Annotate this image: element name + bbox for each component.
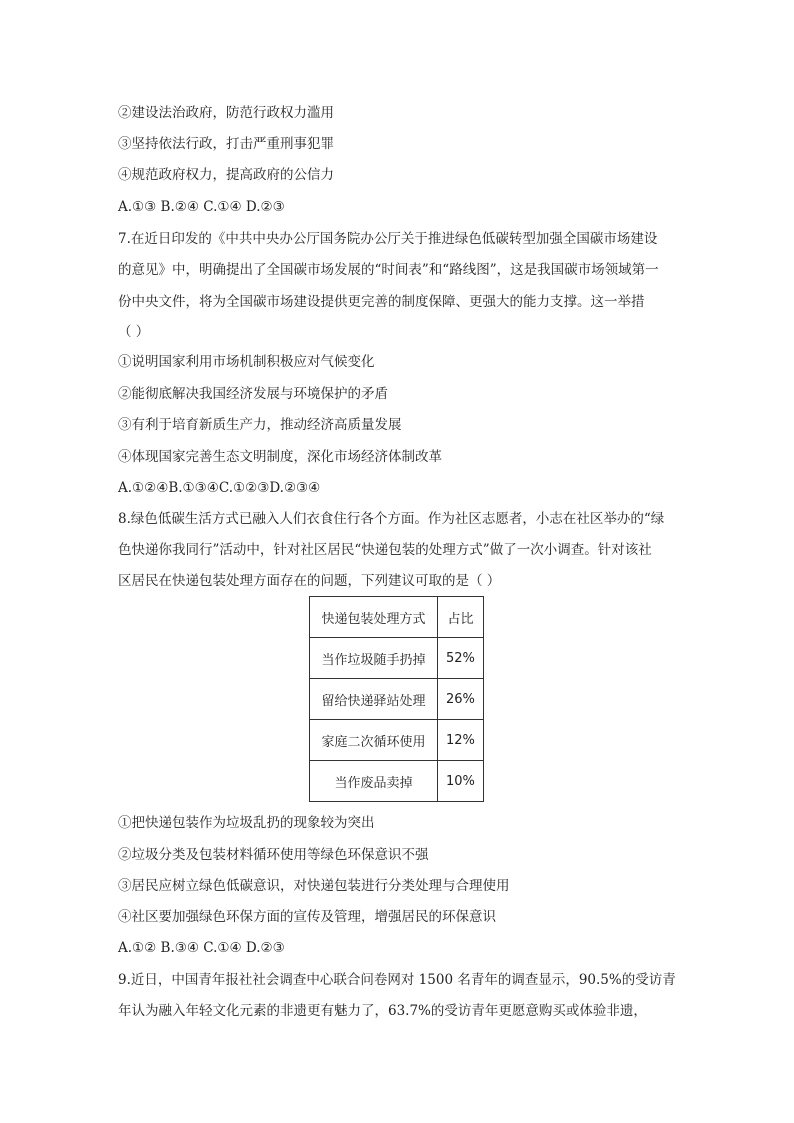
table-cell-share: 12% [438, 720, 484, 761]
table-row [310, 761, 484, 802]
q9-stem-line-2: 年认为融入年轻文化元素的非遗更有魅力了，63.7%的受访青年更愿意购买或体验非遗， [118, 1003, 647, 1019]
q7-option-1: ①说明国家利用市场机制积极应对气候变化 [118, 354, 375, 370]
q8-answer-choices: A.①② B.③④ C.①④ D.②③ [118, 940, 285, 956]
q7-stem-line-2: 的意见》中，明确提出了全国碳市场发展的“时间表”和“路线图”，这是我国碳市场领域第一 [118, 262, 659, 278]
table-cell-method: 当作废品卖掉 [310, 761, 438, 802]
table-row [310, 638, 484, 679]
q7-answer-choices: A.①②④B.①③④C.①②③D.②③④ [118, 480, 321, 496]
survey-table [309, 596, 484, 802]
table-header-share: 占比 [438, 597, 484, 638]
q8-option-3: ③居民应树立绿色低碳意识，对快递包装进行分类处理与合理使用 [118, 878, 510, 894]
q7-stem-line-3: 份中央文件，将为全国碳市场建设提供更完善的制度保障、更强大的能力支撑。这一举措 [118, 294, 645, 310]
table-header-method: 快递包装处理方式 [310, 597, 438, 638]
q8-option-2: ②垃圾分类及包装材料循环使用等绿色环保意识不强 [118, 847, 429, 863]
q8-option-4: ④社区要加强绿色环保方面的宣传及管理，增强居民的环保意识 [118, 909, 496, 925]
table-row [310, 720, 484, 761]
q6-option-4: ④规范政府权力，提高政府的公信力 [118, 167, 334, 183]
q9-stem-line-1: 9.近日，中国青年报社社会调查中心联合问卷网对 1500 名青年的调查显示，90.5%的受访青 [118, 972, 676, 988]
q6-answer-choices: A.①③ B.②④ C.①④ D.②③ [118, 199, 285, 215]
table-cell-method: 留给快递驿站处理 [310, 679, 438, 720]
q6-option-3: ③坚持依法行政，打击严重刑事犯罪 [118, 136, 334, 152]
table-cell-share: 26% [438, 679, 484, 720]
q7-answer-blank: （ ） [118, 324, 150, 340]
q8-option-1: ①把快递包装作为垃圾乱扔的现象较为突出 [118, 815, 375, 831]
q7-option-2: ②能彻底解决我国经济发展与环境保护的矛盾 [118, 386, 388, 402]
table-cell-method: 当作垃圾随手扔掉 [310, 638, 438, 679]
table-header-row [310, 597, 484, 638]
q7-stem-line-1: 7.在近日印发的《中共中央办公厅国务院办公厅关于推进绿色低碳转型加强全国碳市场建设 [118, 231, 658, 247]
q6-option-2: ②建设法治政府，防范行政权力滥用 [118, 105, 334, 121]
q7-option-4: ④体现国家完善生态文明制度，深化市场经济体制改革 [118, 449, 442, 465]
table-cell-share: 52% [438, 638, 484, 679]
q8-stem-line-1: 8.绿色低碳生活方式已融入人们衣食住行各个方面。作为社区志愿者，小志在社区举办的“绿 [118, 511, 665, 527]
q8-stem-line-2: 色快递你我同行”活动中，针对社区居民“快递包装的处理方式”做了一次小调查。针对该社 [118, 542, 652, 558]
table-cell-share: 10% [438, 761, 484, 802]
table-row [310, 679, 484, 720]
q8-stem-line-3: 区居民在快递包装处理方面存在的问题，下列建议可取的是（ ） [118, 573, 501, 589]
q7-option-3: ③有利于培育新质生产力，推动经济高质量发展 [118, 417, 402, 433]
table-cell-method: 家庭二次循环使用 [310, 720, 438, 761]
